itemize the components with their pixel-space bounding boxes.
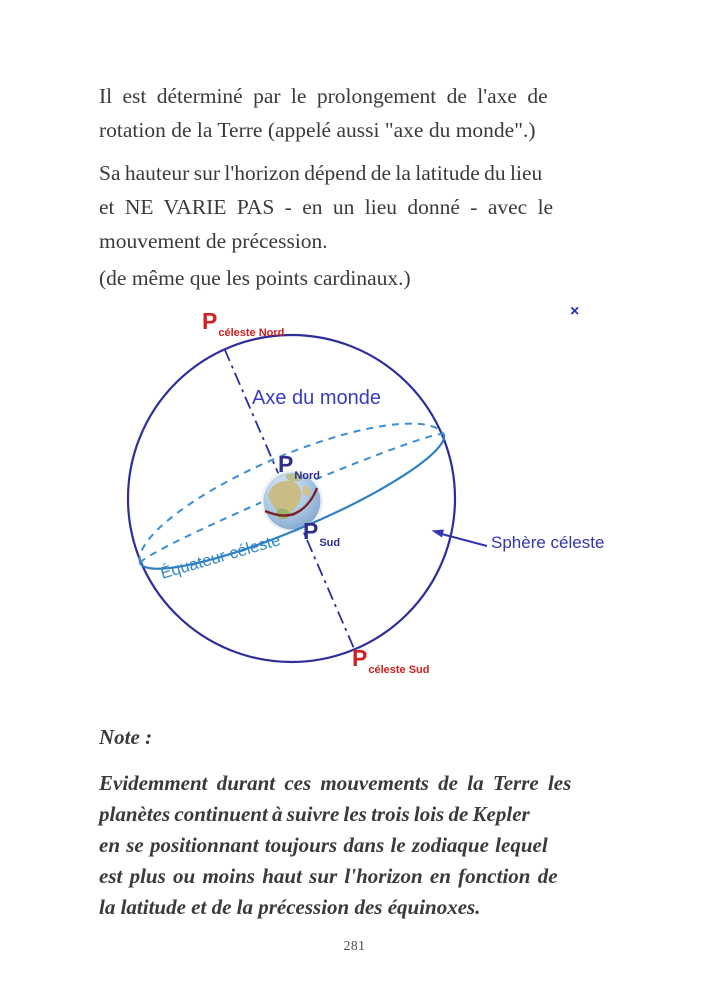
- celestial-sphere-drawing: [0, 300, 709, 692]
- page-number: 281: [343, 938, 366, 953]
- note-heading: Note :: [99, 725, 153, 749]
- label-pole-celeste-sud: [352, 645, 430, 676]
- text-line: et NE VARIE PAS - en un lieu donné - avec le: [99, 195, 554, 219]
- text-line: la latitude et de la précession des équinoxes.: [99, 895, 481, 919]
- text-line: planètes continuent à suivre les trois lois de Kepler: [99, 802, 530, 826]
- text-line: rotation de la Terre (appelé aussi "axe du monde".): [99, 118, 536, 142]
- label-subscript: Nord: [294, 470, 321, 482]
- x-mark-icon: ×: [570, 303, 580, 320]
- paragraph-points-cardinaux: [99, 261, 608, 295]
- label-main: P: [202, 308, 218, 334]
- text-line: en se positionnant toujours dans le zodiaque lequel: [99, 833, 548, 857]
- label-main: P: [352, 645, 368, 671]
- label-subscript: Sud: [319, 537, 341, 549]
- paragraph-hauteur-horizon: [99, 156, 608, 258]
- paragraph-axis-definition: [99, 79, 608, 147]
- label-subscript: céleste Nord: [218, 327, 285, 339]
- label-sphere-celeste: Sphère céleste: [491, 533, 605, 552]
- label-main: P: [278, 451, 294, 477]
- text-line: (de même que les points cardinaux.): [99, 266, 411, 290]
- label-pole-celeste-nord: [202, 308, 285, 339]
- label-pole-nord: [278, 451, 321, 482]
- note-paragraph: [99, 768, 608, 923]
- label-subscript: céleste Sud: [368, 664, 430, 676]
- label-equateur-celeste: Équateur céleste: [158, 531, 283, 583]
- text-line: est plus ou moins haut sur l'horizon en fonction de: [99, 864, 558, 888]
- label-axe-du-monde: Axe du monde: [252, 387, 381, 409]
- text-line: mouvement de précession.: [99, 229, 328, 253]
- label-main: P: [303, 518, 319, 544]
- label-pole-sud: [303, 518, 341, 549]
- celestial-sphere-figure: [0, 300, 709, 692]
- text-line: Il est déterminé par le prolongement de l'axe de: [99, 84, 548, 108]
- text-line: Sa hauteur sur l'horizon dépend de la latitude du lieu: [99, 161, 543, 185]
- sphere-label-arrow: [432, 530, 488, 547]
- text-line: Evidemment durant ces mouvements de la Terre les: [99, 771, 572, 795]
